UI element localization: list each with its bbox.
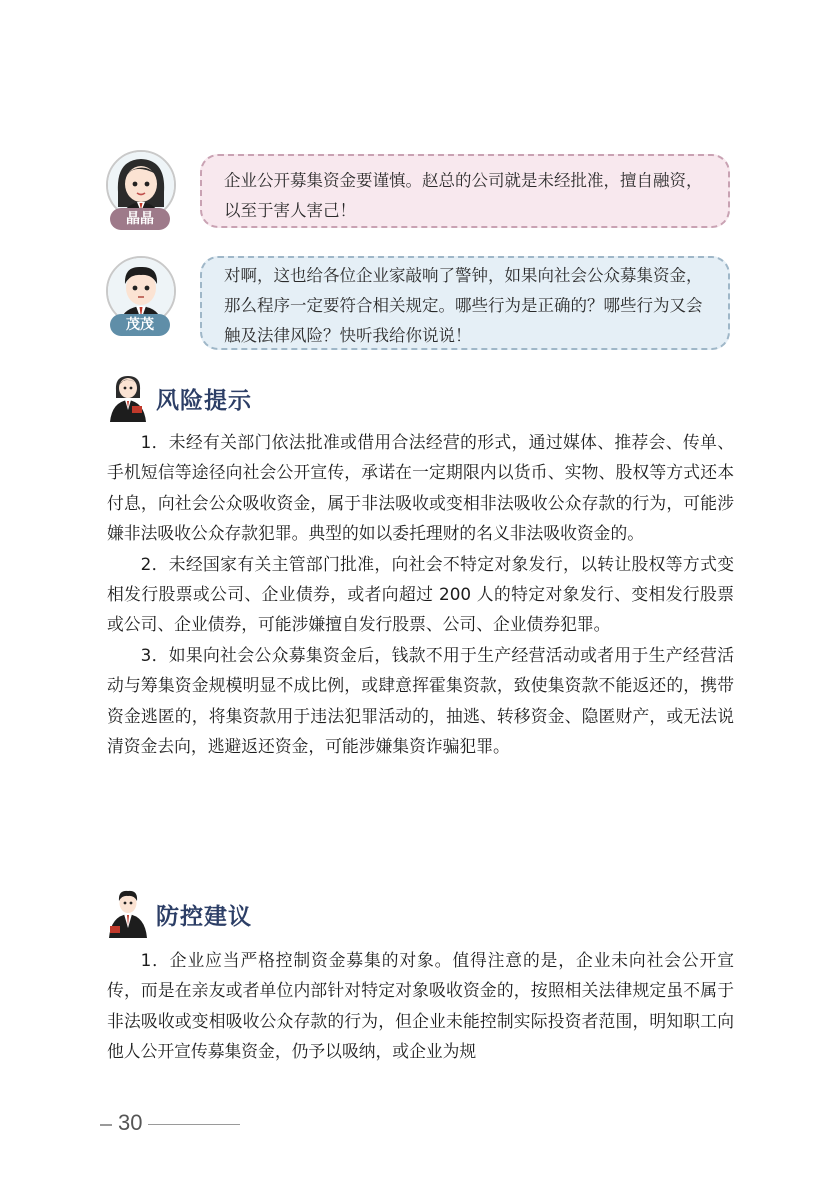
speech-bubble	[200, 256, 730, 350]
paragraph: 1．未经有关部门依法批准或借用合法经营的形式，通过媒体、推荐会、传单、手机短信等途径向社会公开宣传，承诺在一定期限内以货币、实物、股权等方式还本付息，向社会公众吸收资金，属于非法吸收或变相非法吸收公众存款的行为，可能涉嫌非法吸收公众存款犯罪。典型的如以委托理财的名义非法吸收资金的。	[107, 432, 734, 544]
page-footer	[100, 1110, 260, 1140]
page-number: 30	[118, 1110, 143, 1135]
divider	[148, 1124, 240, 1125]
section-title: 风险提示	[156, 388, 252, 414]
presenter-boy-icon	[104, 888, 152, 938]
speaker-name-tag: 茂茂	[110, 314, 170, 336]
dialog-jingjing	[104, 150, 734, 240]
advice-paragraphs	[107, 945, 734, 1067]
dialog-maomao	[104, 256, 734, 352]
speaker-name-tag: 晶晶	[110, 208, 170, 230]
paragraph: 1．企业应当严格控制资金募集的对象。值得注意的是，企业未向社会公开宣传，而是在亲友或者单位内部针对特定对象吸收资金的，按照相关法律规定虽不属于非法吸收或变相吸收公众存款的行为，但企业未能控制实际投资者范围，明知职工向他人公开宣传募集资金，仍予以吸纳，或企业为规	[107, 950, 734, 1062]
paragraph: 2．未经国家有关主管部门批准，向社会不特定对象发行，以转让股权等方式变相发行股票或公司、企业债券，或者向超过 200 人的特定对象发行、变相发行股票或公司、企业债券，可能涉嫌擅自发行股票、公司、企业债券犯罪。	[107, 553, 734, 635]
risk-paragraphs	[107, 427, 734, 761]
speech-text: 企业公开募集资金要谨慎。赵总的公司就是未经批准，擅自融资，以至于害人害己！	[224, 171, 703, 220]
avatar-maomao	[104, 256, 178, 344]
speech-bubble	[200, 154, 730, 228]
risk-section-header	[104, 372, 504, 422]
paragraph: 3．如果向社会公众募集资金后，钱款不用于生产经营活动或者用于生产经营活动与筹集资金规模明显不成比例，或肆意挥霍集资款，致使集资款不能返还的，携带资金逃匿的，将集资款用于违法犯罪活动的，抽逃、转移资金、隐匿财产，或无法说清资金去向，逃避返还资金，可能涉嫌集资诈骗犯罪。	[107, 644, 734, 757]
presenter-girl-icon	[104, 372, 152, 422]
section-title: 防控建议	[156, 904, 252, 930]
speech-text: 对啊，这也给各位企业家敲响了警钟，如果向社会公众募集资金，那么程序一定要符合相关规定。哪些行为是正确的？哪些行为又会触及法律风险？快听我给你说说！	[224, 266, 703, 345]
divider	[100, 1124, 112, 1126]
advice-section-header	[104, 888, 504, 938]
avatar-jingjing	[104, 150, 178, 238]
